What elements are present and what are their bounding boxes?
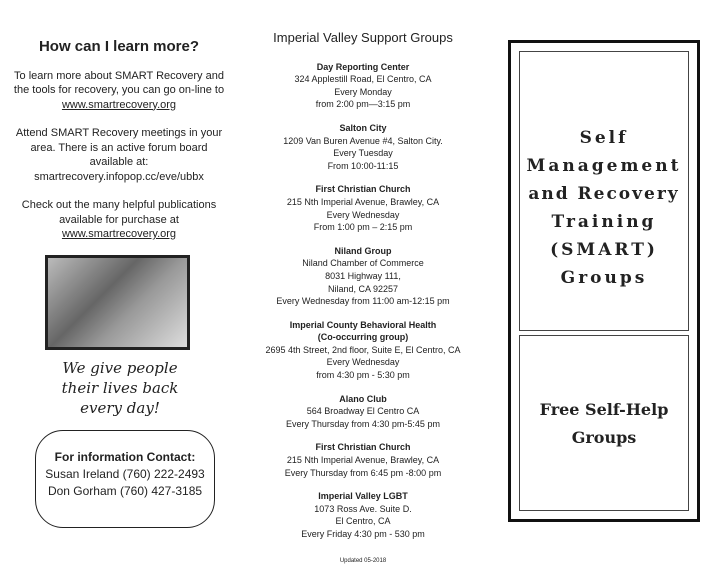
website-link[interactable]: www.smartrecovery.org bbox=[61, 98, 177, 111]
cover-subtitle-line: Groups bbox=[571, 428, 637, 447]
contact-person: Don Gorham (760) 427-3185 bbox=[47, 484, 203, 498]
support-groups-section bbox=[252, 24, 474, 567]
support-group bbox=[252, 441, 474, 479]
group-name: Alano Club bbox=[339, 393, 387, 404]
group-detail: Every Thursday from 4:30 pm-5:45 pm bbox=[286, 418, 440, 429]
group-detail: 2695 4th Street, 2nd floor, Suite E, El Centro, CA bbox=[265, 344, 461, 355]
cover-title-line: Management bbox=[526, 156, 682, 176]
group-name: Niland Group bbox=[334, 245, 392, 256]
support-group bbox=[252, 490, 474, 540]
group-detail: 215 Nth Imperial Avenue, Brawley, CA bbox=[286, 455, 440, 466]
intro-text: To learn more about SMART Recovery and the tools for recovery, you can go on-line to bbox=[13, 69, 225, 96]
group-detail: Niland Chamber of Commerce bbox=[302, 258, 424, 269]
contact-bubble bbox=[35, 430, 215, 528]
group-name: Salton City bbox=[339, 122, 387, 133]
group-detail: from 2:00 pm—3:15 pm bbox=[315, 99, 411, 110]
cover-title-line: and Recovery bbox=[528, 184, 680, 204]
group-detail: Niland, CA 92257 bbox=[327, 283, 399, 294]
slogan-line: every day! bbox=[80, 399, 160, 417]
group-detail: from 4:30 pm - 5:30 pm bbox=[316, 370, 410, 381]
group-detail: Every Friday 4:30 pm - 530 pm bbox=[301, 529, 425, 539]
group-name: First Christian Church bbox=[315, 184, 411, 195]
group-subname: (Co-occurring group) bbox=[317, 332, 409, 343]
group-detail: 215 Nth Imperial Avenue, Brawley, CA bbox=[286, 196, 440, 207]
slogan bbox=[30, 358, 210, 418]
group-detail: Every Thursday from 6:45 pm -8:00 pm bbox=[284, 467, 442, 478]
cover-title-box bbox=[519, 51, 689, 331]
cover-title-line: Groups bbox=[560, 268, 648, 288]
group-detail: 564 Broadway El Centro CA bbox=[306, 406, 420, 417]
website-link-2[interactable]: www.smartrecovery.org bbox=[61, 228, 177, 240]
updated-date: Updated 05-2018 bbox=[339, 557, 387, 564]
group-detail: Every Wednesday bbox=[326, 209, 400, 220]
group-detail: 1073 Ross Ave. Suite D. bbox=[314, 503, 412, 514]
support-group bbox=[252, 319, 474, 382]
group-detail: Every Wednesday bbox=[326, 357, 400, 368]
cover-title-line: (SMART) bbox=[550, 240, 658, 260]
learn-more-heading: How can I learn more? bbox=[38, 38, 200, 55]
cover-subtitle-line: Free Self-Help bbox=[539, 400, 669, 419]
group-detail: Every Monday bbox=[334, 86, 392, 97]
cover-panel bbox=[508, 40, 700, 522]
group-name: First Christian Church bbox=[315, 442, 411, 453]
cover-subtitle-box bbox=[519, 335, 689, 511]
forum-link[interactable]: smartrecovery.infopop.cc/eve/ubbx bbox=[34, 170, 204, 183]
support-group bbox=[252, 183, 474, 233]
group-detail: From 10:00-11:15 bbox=[327, 160, 399, 171]
group-name: Imperial County Behavioral Health bbox=[289, 319, 437, 330]
cover-title-line: Self bbox=[579, 128, 629, 148]
slogan-line: their lives back bbox=[61, 379, 179, 397]
support-group bbox=[252, 393, 474, 431]
support-group bbox=[252, 122, 474, 172]
support-group bbox=[252, 245, 474, 308]
group-detail: 8031 Highway 111, bbox=[325, 270, 401, 281]
meetings-text: Attend SMART Recovery meetings in your area. There is an active forum board available at: bbox=[15, 127, 223, 168]
cover-title-line: Training bbox=[551, 212, 657, 232]
group-detail: From 1:00 pm – 2:15 pm bbox=[313, 222, 413, 233]
group-detail: Every Wednesday from 11:00 am-12:15 pm bbox=[276, 296, 450, 307]
group-detail: Every Tuesday bbox=[333, 148, 393, 159]
group-detail: El Centro, CA bbox=[335, 516, 391, 527]
group-name: Day Reporting Center bbox=[316, 61, 410, 72]
group-detail: 1209 Van Buren Avenue #4, Salton City. bbox=[283, 135, 443, 146]
support-groups-title: Imperial Valley Support Groups bbox=[273, 30, 453, 45]
contact-person: Susan Ireland (760) 222-2493 bbox=[45, 467, 205, 481]
publications-text: Check out the many helpful publications available for purchase at bbox=[21, 199, 217, 226]
slogan-line: We give people bbox=[62, 359, 178, 377]
group-detail: 324 Applestill Road, El Centro, CA bbox=[294, 74, 432, 85]
learn-more-section bbox=[8, 40, 230, 242]
group-name: Imperial Valley LGBT bbox=[318, 491, 408, 502]
contact-title: For information Contact: bbox=[54, 450, 196, 464]
support-group bbox=[252, 61, 474, 111]
hands-photo bbox=[45, 255, 190, 350]
